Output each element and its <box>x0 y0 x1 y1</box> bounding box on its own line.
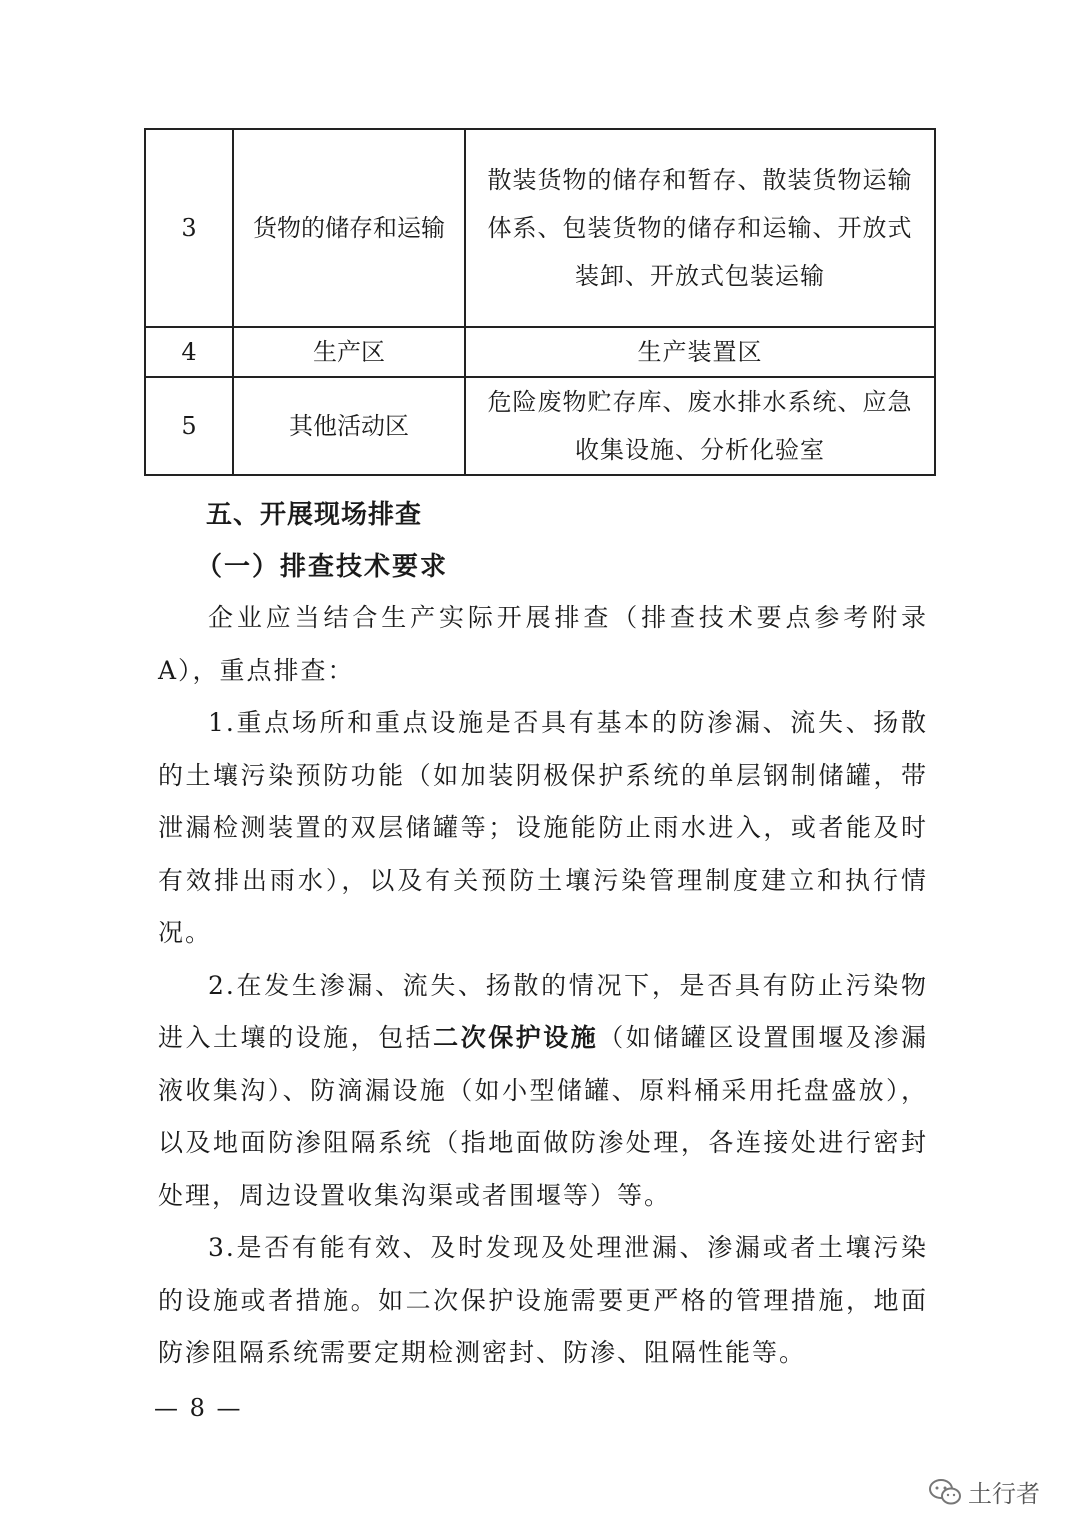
item-2-text-pre: 2.在发生渗漏、流失、扬散的情况下，是否具有防止污染物进入土壤的设施，包括 <box>158 970 928 1052</box>
watermark-text: 土行者 <box>968 1480 1040 1508</box>
row-number: 3 <box>145 129 233 327</box>
area-content: 生产装置区 <box>465 327 935 377</box>
area-name: 生产区 <box>233 327 465 377</box>
area-table <box>144 128 936 476</box>
area-name: 其他活动区 <box>233 377 465 475</box>
area-content: 散装货物的储存和暂存、散装货物运输体系、包装货物的储存和运输、开放式装卸、开放式包装运输 <box>465 129 935 327</box>
row-number: 5 <box>145 377 233 475</box>
intro-paragraph: 企业应当结合生产实际开展排查（排查技术要点参考附录A），重点排查： <box>158 603 928 685</box>
body-text <box>158 592 928 1380</box>
wechat-icon <box>928 1478 962 1506</box>
table-row <box>145 377 935 475</box>
item-1-paragraph: 1.重点场所和重点设施是否具有基本的防渗漏、流失、扬散的土壤污染预防功能（如加装阴极保护系统的单层钢制储罐，带泄漏检测装置的双层储罐等；设施能防止雨水进入，或者能及时有效排出雨水），以及有关预防土壤污染管理制度建立和执行情况。 <box>158 708 928 947</box>
area-name: 货物的储存和运输 <box>233 129 465 327</box>
item-2-bold-term: 二次保护设施 <box>433 1023 599 1052</box>
table-row <box>145 129 935 327</box>
area-content: 危险废物贮存库、废水排水系统、应急收集设施、分析化验室 <box>465 377 935 475</box>
page-number: — 8 — <box>154 1394 243 1422</box>
watermark <box>928 1474 1040 1509</box>
section-subheading: （一）排查技术要求 <box>196 552 449 582</box>
row-number: 4 <box>145 327 233 377</box>
section-heading: 五、开展现场排查 <box>206 500 423 530</box>
table-row <box>145 327 935 377</box>
item-2-paragraph <box>158 960 928 1223</box>
item-2-text-post: （如储罐区设置围堰及渗漏液收集沟）、防滴漏设施（如小型储罐、原料桶采用托盘盛放），以及地面防渗阻隔系统（指地面做防渗处理，各连接处进行密封处理，周边设置收集沟渠或者围堰等）等。 <box>158 1023 928 1210</box>
item-3-paragraph: 3.是否有能有效、及时发现及处理泄漏、渗漏或者土壤污染的设施或者措施。如二次保护设施需要更严格的管理措施，地面防渗阻隔系统需要定期检测密封、防渗、阻隔性能等。 <box>158 1233 928 1367</box>
